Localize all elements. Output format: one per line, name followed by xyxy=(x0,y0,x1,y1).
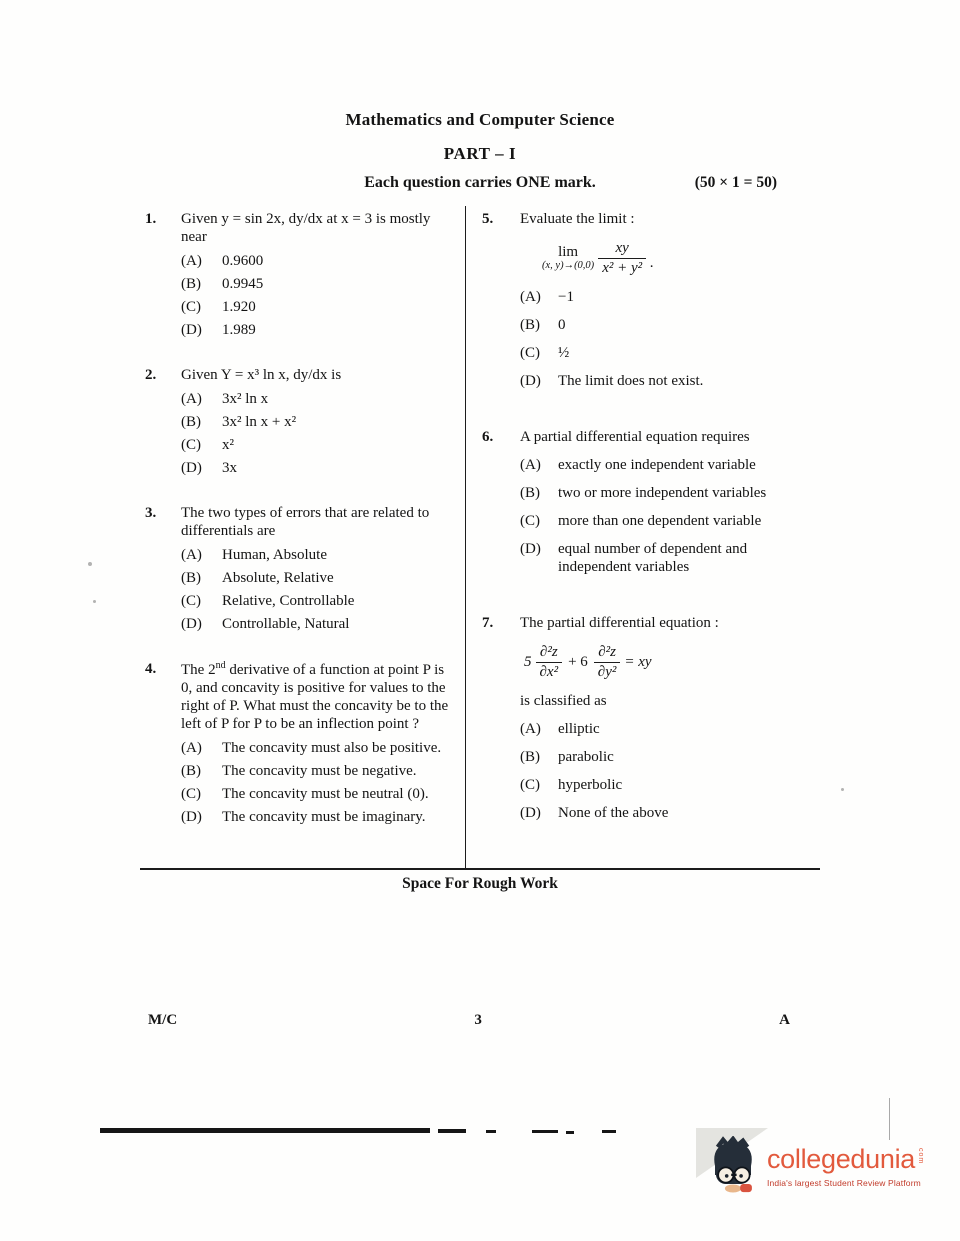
paper-code: M/C xyxy=(148,1012,178,1028)
fraction-denominator: ∂x² xyxy=(536,662,563,681)
option-text: Human, Absolute xyxy=(222,547,327,563)
option-d xyxy=(520,372,820,390)
option-a xyxy=(181,546,451,564)
option-text: 3x² ln x xyxy=(222,391,269,407)
option-letter: (B) xyxy=(181,276,201,292)
fraction-numerator: ∂²z xyxy=(598,644,616,660)
brand-text-block xyxy=(767,1144,924,1188)
option-text: 0.9945 xyxy=(222,276,264,292)
formula-period: . xyxy=(650,255,654,271)
option-d xyxy=(181,321,451,339)
question-body xyxy=(520,614,820,822)
option-letter: (D) xyxy=(181,322,202,338)
instruction-row xyxy=(0,174,960,194)
question-number: 3. xyxy=(145,505,157,521)
coefficient: 5 xyxy=(524,654,532,670)
fraction xyxy=(598,240,646,276)
option-d xyxy=(181,808,451,826)
option-letter: (A) xyxy=(181,547,202,563)
option-text: The concavity must be imaginary. xyxy=(222,809,426,825)
set-code: A xyxy=(779,1012,790,1028)
option-text: 1.989 xyxy=(222,322,256,338)
lim-symbol: lim xyxy=(558,243,579,260)
question-number: 6. xyxy=(482,429,494,445)
option-text: The concavity must be neutral (0). xyxy=(222,786,429,802)
option-a xyxy=(520,720,820,738)
option-letter: (C) xyxy=(181,437,201,453)
option-letter: (C) xyxy=(520,345,540,361)
scan-speck xyxy=(93,600,96,603)
scan-bar xyxy=(100,1128,430,1133)
pde-formula xyxy=(524,644,820,680)
question-text: Given y = sin 2x, dy/dx at x = 3 is mostly near xyxy=(181,211,431,245)
option-text: x² xyxy=(222,437,234,453)
options-list xyxy=(520,720,820,822)
question-7 xyxy=(482,614,820,822)
fraction-numerator: ∂²z xyxy=(539,644,558,660)
option-b xyxy=(520,484,820,502)
question-number: 2. xyxy=(145,367,157,383)
limit-formula xyxy=(542,240,820,276)
question-body xyxy=(181,366,451,477)
option-text: The concavity must also be positive. xyxy=(222,740,442,756)
option-text: exactly one independent variable xyxy=(558,457,756,473)
question-text: The two types of errors that are related to differentials are xyxy=(181,505,430,539)
option-letter: (A) xyxy=(181,391,202,407)
option-letter: (B) xyxy=(181,570,201,586)
question-body xyxy=(520,210,820,390)
question-text: Evaluate the limit : xyxy=(520,211,635,227)
collegedunia-mascot-icon xyxy=(706,1136,760,1196)
fraction-numerator: xy xyxy=(615,240,629,256)
options-list xyxy=(181,390,451,477)
option-b xyxy=(181,569,451,587)
option-d xyxy=(181,459,451,477)
option-text: hyperbolic xyxy=(558,777,623,793)
option-letter: (B) xyxy=(181,763,201,779)
question-number: 5. xyxy=(482,211,494,227)
question-text: A partial differential equation requires xyxy=(520,429,750,445)
option-letter: (A) xyxy=(520,721,541,737)
option-letter: (D) xyxy=(520,541,541,557)
option-a xyxy=(520,456,820,474)
option-text: more than one dependent variable xyxy=(558,513,762,529)
option-text: Absolute, Relative xyxy=(222,570,334,586)
question-number: 4. xyxy=(145,661,157,677)
option-letter: (C) xyxy=(520,513,540,529)
question-3 xyxy=(145,504,451,633)
option-letter: (A) xyxy=(181,253,202,269)
fraction xyxy=(536,644,563,680)
option-b xyxy=(181,762,451,780)
option-letter: (D) xyxy=(181,616,202,632)
option-c xyxy=(520,344,820,362)
option-c xyxy=(181,298,451,316)
lim-subscript: (x, y)→(0,0) xyxy=(542,260,595,272)
option-b xyxy=(520,748,820,766)
limit-operator xyxy=(542,245,594,272)
option-text: −1 xyxy=(558,289,574,305)
option-letter: (B) xyxy=(181,414,201,430)
option-letter: (D) xyxy=(181,809,202,825)
scan-crease-line xyxy=(889,1098,890,1140)
option-text: elliptic xyxy=(558,721,600,737)
option-letter: (C) xyxy=(181,299,201,315)
options-list xyxy=(181,252,451,339)
option-letter: (B) xyxy=(520,317,540,333)
question-text: Given Y = x³ ln x, dy/dx is xyxy=(181,367,342,383)
option-c xyxy=(520,776,820,794)
option-letter: (A) xyxy=(181,740,202,756)
question-6 xyxy=(482,428,820,576)
question-text: The partial differential equation : xyxy=(520,615,719,631)
option-text: ½ xyxy=(558,345,570,361)
option-text: equal number of dependent and independent variables xyxy=(558,541,748,575)
option-text: 3x xyxy=(222,460,237,476)
option-d xyxy=(181,615,451,633)
right-column xyxy=(466,206,820,868)
question-number: 7. xyxy=(482,615,494,631)
option-d xyxy=(520,540,820,576)
page-header xyxy=(0,0,960,194)
question-text-superscript: nd xyxy=(215,660,226,671)
part-heading: PART – I xyxy=(443,144,517,163)
exam-subject-title: Mathematics and Computer Science xyxy=(345,110,615,129)
option-text: two or more independent variables xyxy=(558,485,767,501)
option-letter: (A) xyxy=(520,457,541,473)
option-a xyxy=(181,390,451,408)
scan-speck xyxy=(88,562,92,566)
question-2 xyxy=(145,366,451,477)
brand-name-row xyxy=(767,1144,924,1175)
question-text xyxy=(181,660,451,733)
question-text-pre: The 2 xyxy=(181,662,216,678)
options-list xyxy=(181,546,451,633)
equals-expression: = xy xyxy=(624,654,652,670)
option-text: 3x² ln x + x² xyxy=(222,414,297,430)
option-text: None of the above xyxy=(558,805,669,821)
question-5 xyxy=(482,210,820,390)
options-list xyxy=(520,456,820,576)
scan-bar xyxy=(486,1130,496,1133)
brand-suffix: com xyxy=(917,1148,924,1165)
fraction-denominator: ∂y² xyxy=(594,662,621,681)
question-body xyxy=(181,210,451,339)
option-c xyxy=(181,436,451,454)
option-text: 0 xyxy=(558,317,566,333)
option-letter: (B) xyxy=(520,485,540,501)
option-text: Controllable, Natural xyxy=(222,616,350,632)
page-footer xyxy=(148,1012,790,1029)
question-body xyxy=(520,428,820,576)
scan-bar xyxy=(532,1130,558,1133)
option-letter: (D) xyxy=(520,805,541,821)
scan-bar xyxy=(438,1129,466,1133)
option-text: 1.920 xyxy=(222,299,256,315)
operator: + 6 xyxy=(568,654,588,670)
option-c xyxy=(520,512,820,530)
scan-speck xyxy=(841,788,844,791)
option-b xyxy=(181,413,451,431)
option-letter: (D) xyxy=(181,460,202,476)
question-1 xyxy=(145,210,451,339)
scan-bar xyxy=(566,1131,574,1134)
fraction xyxy=(594,644,621,680)
option-b xyxy=(520,316,820,334)
option-text: The concavity must be negative. xyxy=(222,763,417,779)
option-text: The limit does not exist. xyxy=(558,373,704,389)
option-text: parabolic xyxy=(558,749,614,765)
option-letter: (C) xyxy=(520,777,540,793)
rough-work-label: Space For Rough Work xyxy=(402,875,558,892)
option-c xyxy=(181,592,451,610)
option-d xyxy=(520,804,820,822)
option-letter: (C) xyxy=(181,786,201,802)
brand-name: collegedunia xyxy=(766,1144,915,1174)
collegedunia-logo xyxy=(706,1136,924,1196)
question-body xyxy=(181,504,451,633)
question-text-continued: is classified as xyxy=(520,693,607,709)
question-text-post: derivative of a function at point P is 0, and concavity is positive for values to the right of P. What must the concavity be to the left of P for P to be an inflection point ? xyxy=(181,662,449,732)
marks-scheme: (50 × 1 = 50) xyxy=(694,174,777,191)
question-number: 1. xyxy=(145,211,157,227)
option-letter: (A) xyxy=(520,289,541,305)
option-c xyxy=(181,785,451,803)
option-letter: (C) xyxy=(181,593,201,609)
option-text: 0.9600 xyxy=(222,253,264,269)
instruction-text: Each question carries ONE mark. xyxy=(364,174,596,191)
question-columns xyxy=(140,206,820,870)
brand-tagline: India's largest Student Review Platform xyxy=(766,1178,921,1188)
question-body xyxy=(181,660,451,826)
option-text: Relative, Controllable xyxy=(222,593,355,609)
left-column xyxy=(140,206,466,868)
question-4 xyxy=(145,660,451,826)
scan-bar xyxy=(602,1130,616,1133)
page-number: 3 xyxy=(474,1012,482,1028)
option-a xyxy=(520,288,820,306)
option-letter: (D) xyxy=(520,373,541,389)
option-a xyxy=(181,739,451,757)
options-list xyxy=(520,288,820,390)
fraction-denominator: x² + y² xyxy=(598,258,646,277)
options-list xyxy=(181,739,451,826)
option-a xyxy=(181,252,451,270)
option-b xyxy=(181,275,451,293)
option-letter: (B) xyxy=(520,749,540,765)
